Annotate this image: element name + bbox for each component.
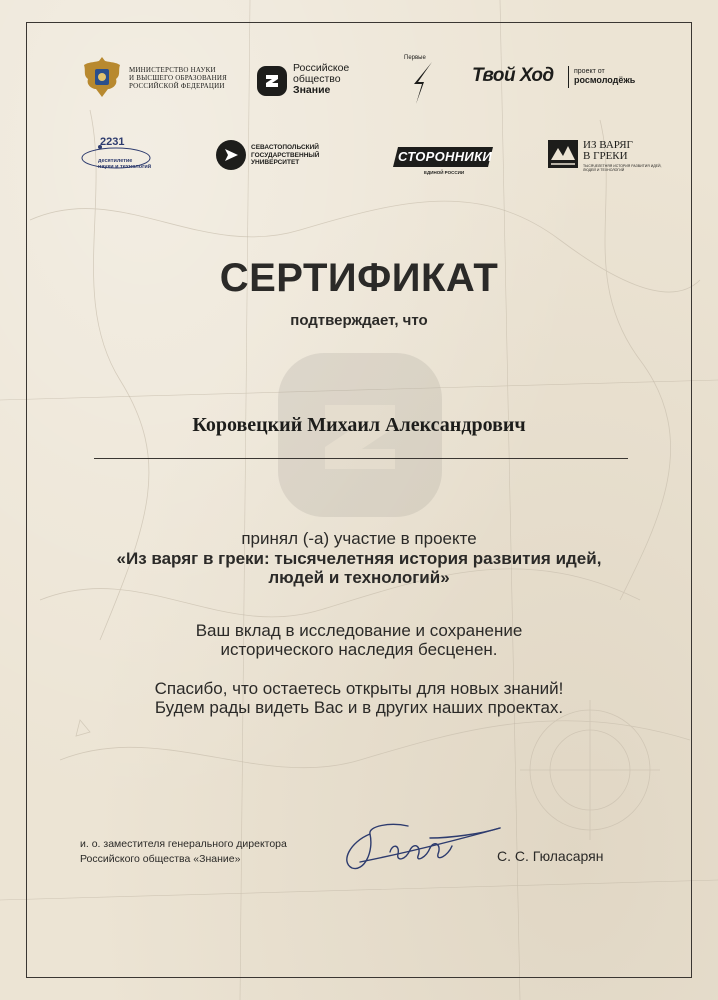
- decade-label: десятилетие науки и технологий: [98, 158, 152, 170]
- tvoy-hod-divider: [568, 66, 569, 88]
- iz-varyag-label: ИЗ ВАРЯГ В ГРЕКИ: [583, 139, 633, 162]
- pervye-label: Первые: [404, 55, 426, 61]
- project-name-line2: людей и технологий»: [268, 568, 450, 587]
- storonniki-sub: ЕДИНОЙ РОССИИ: [424, 170, 465, 175]
- znanie-label: Российское общество Знание: [293, 62, 350, 96]
- ministry-label: МИНИСТЕРСТВО НАУКИ И ВЫСШЕГО ОБРАЗОВАНИЯ РОССИЙСКОЙ ФЕДЕРАЦИИ: [129, 66, 228, 90]
- arrow-circle-icon: [216, 140, 246, 170]
- signature: [330, 812, 515, 884]
- sevgu-label: СЕВАСТОПОЛЬСКИЙ ГОСУДАРСТВЕННЫЙ УНИВЕРСИТЕТ: [251, 144, 320, 166]
- tvoy-hod-logo: Твой Ход: [472, 65, 554, 86]
- iz-varyag-sub: ТЫСЯЧЕЛЕТНЯЯ ИСТОРИЯ РАЗВИТИЯ ИДЕЙ, ЛЮДЕЙ И ТЕХНОЛОГИЙ: [583, 164, 662, 172]
- decade-numbers: 2231: [100, 136, 125, 148]
- confirms-text: подтверждает, что: [290, 312, 428, 329]
- recipient-name: Коровецкий Михаил Александрович: [192, 414, 526, 436]
- name-underline: [94, 458, 628, 459]
- certificate-title: СЕРТИФИКАТ: [219, 256, 499, 300]
- contribution-line1: Ваш вклад в исследование и сохранение: [195, 621, 523, 640]
- contribution-line2: исторического наследия бесценен.: [220, 640, 498, 659]
- tvoy-hod-sub: проект от росмолодёжь: [574, 68, 636, 85]
- signatory-name: С. С. Гюласарян: [497, 848, 604, 864]
- emblem-icon: [80, 55, 124, 101]
- storonniki-label: СТОРОННИКИ: [398, 149, 493, 164]
- znanie-icon: [257, 66, 287, 96]
- project-name-line1: «Из варяг в греки: тысячелетняя история развития идей,: [116, 549, 602, 568]
- participation-text: принял (-а) участие в проекте: [241, 529, 477, 548]
- signatory-role: и. о. заместителя генерального директора Российского общества «Знание»: [80, 838, 287, 865]
- thanks-line2: Будем рады видеть Вас и в других наших проектах.: [154, 698, 564, 717]
- thanks-line1: Спасибо, что остаетесь открыты для новых знаний!: [154, 679, 564, 698]
- iz-varyag-icon: [548, 140, 578, 168]
- pervye-icon: [410, 62, 434, 104]
